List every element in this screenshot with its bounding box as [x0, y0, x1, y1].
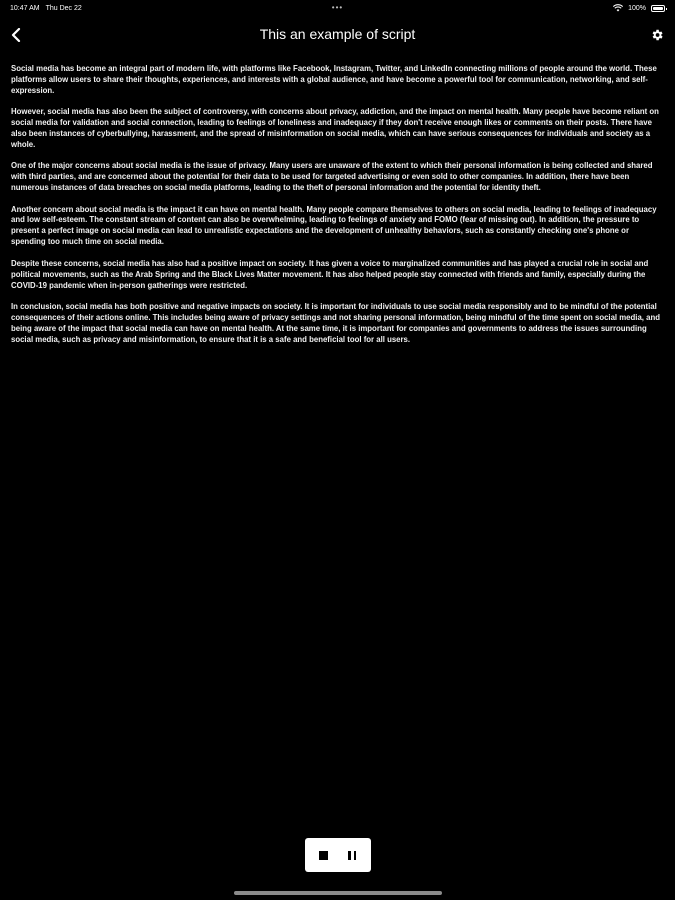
multitasking-dots[interactable]: •••	[331, 3, 344, 12]
status-right	[613, 4, 665, 12]
status-bar	[0, 0, 675, 18]
status-date: Thu Dec 22	[45, 5, 82, 12]
page-title: This an example of script	[259, 26, 416, 42]
script-paragraph: One of the major concerns about social media is the issue of privacy. Many users are unaware of the extent to which their personal information is being collected and shared with third parties, and are concerned about the potential for their data to be used for targeted advertising or even sold to other companies. In addition, there have been numerous instances of data breaches on social media platforms, leading to the theft of personal information and the potential for identity theft.	[11, 161, 653, 193]
nav-bar	[0, 20, 675, 50]
settings-button[interactable]	[647, 25, 667, 45]
script-paragraph: Despite these concerns, social media has also had a positive impact on society. It has given a voice to marginalized communities and has played a crucial role in social and political movements, such as the Arab Spring and the Black Lives Matter movement. It has also helped people stay connected with friends and family, especially during the COVID-19 pandemic when in-person gatherings were restricted.	[11, 258, 649, 290]
stop-button[interactable]	[314, 845, 334, 865]
status-time: 10:47 AM	[10, 5, 40, 12]
wifi-icon	[613, 4, 623, 12]
script-paragraph: In conclusion, social media has both positive and negative impacts on society. It is important for individuals to use social media responsibly and to be mindful of the potential consequences of their actions online. This includes being aware of privacy settings and not sharing personal information, being mindful of the time spent on social media, and being aware of the impact that social media can have on mental health. At the same time, it is important for companies and governments to address the issues surrounding social media, such as privacy and misinformation, to ensure that it is a safe and beneficial tool for all users.	[11, 301, 660, 344]
script-paragraph: Another concern about social media is the impact it can have on mental health. Many people compare themselves to others on social media, leading to feelings of inadequacy and low self-esteem. The constant stream of content can also be overwhelming, leading to feelings of anxiety and FOMO (fear of missing out). In addition, the pressure to present a perfect image on social media can lead to unrealistic expectations and the development of unhealthy behaviors, such as constantly checking one's phone or spending too much time on social media.	[11, 204, 657, 247]
script-text	[11, 64, 663, 356]
playback-controls	[305, 838, 371, 872]
battery-percent: 100%	[628, 4, 646, 12]
home-indicator[interactable]	[234, 891, 442, 895]
script-paragraph: Social media has become an integral part of modern life, with platforms like Facebook, Instagram, Twitter, and LinkedIn connecting millions of people around the world. These platforms allow users to share their thoughts, experiences, and interests with a global audience, and have become a powerful tool for communication, networking, and self-expression.	[11, 64, 657, 95]
pause-button[interactable]	[342, 845, 362, 865]
battery-icon	[651, 5, 665, 12]
pause-icon	[348, 851, 356, 860]
stop-icon	[319, 851, 328, 860]
gear-icon	[650, 28, 664, 42]
script-paragraph: However, social media has also been the subject of controversy, with concerns about privacy, addiction, and the impact on mental health. Many people have become reliant on social media for validation and social connection, leading to feelings of loneliness and inadequacy if they don't receive enough likes or comments on their posts. There have also been instances of cyberbullying, harassment, and the spread of misinformation on social media, which can have serious consequences for individuals and society as a whole.	[11, 107, 659, 149]
status-left	[10, 5, 82, 12]
